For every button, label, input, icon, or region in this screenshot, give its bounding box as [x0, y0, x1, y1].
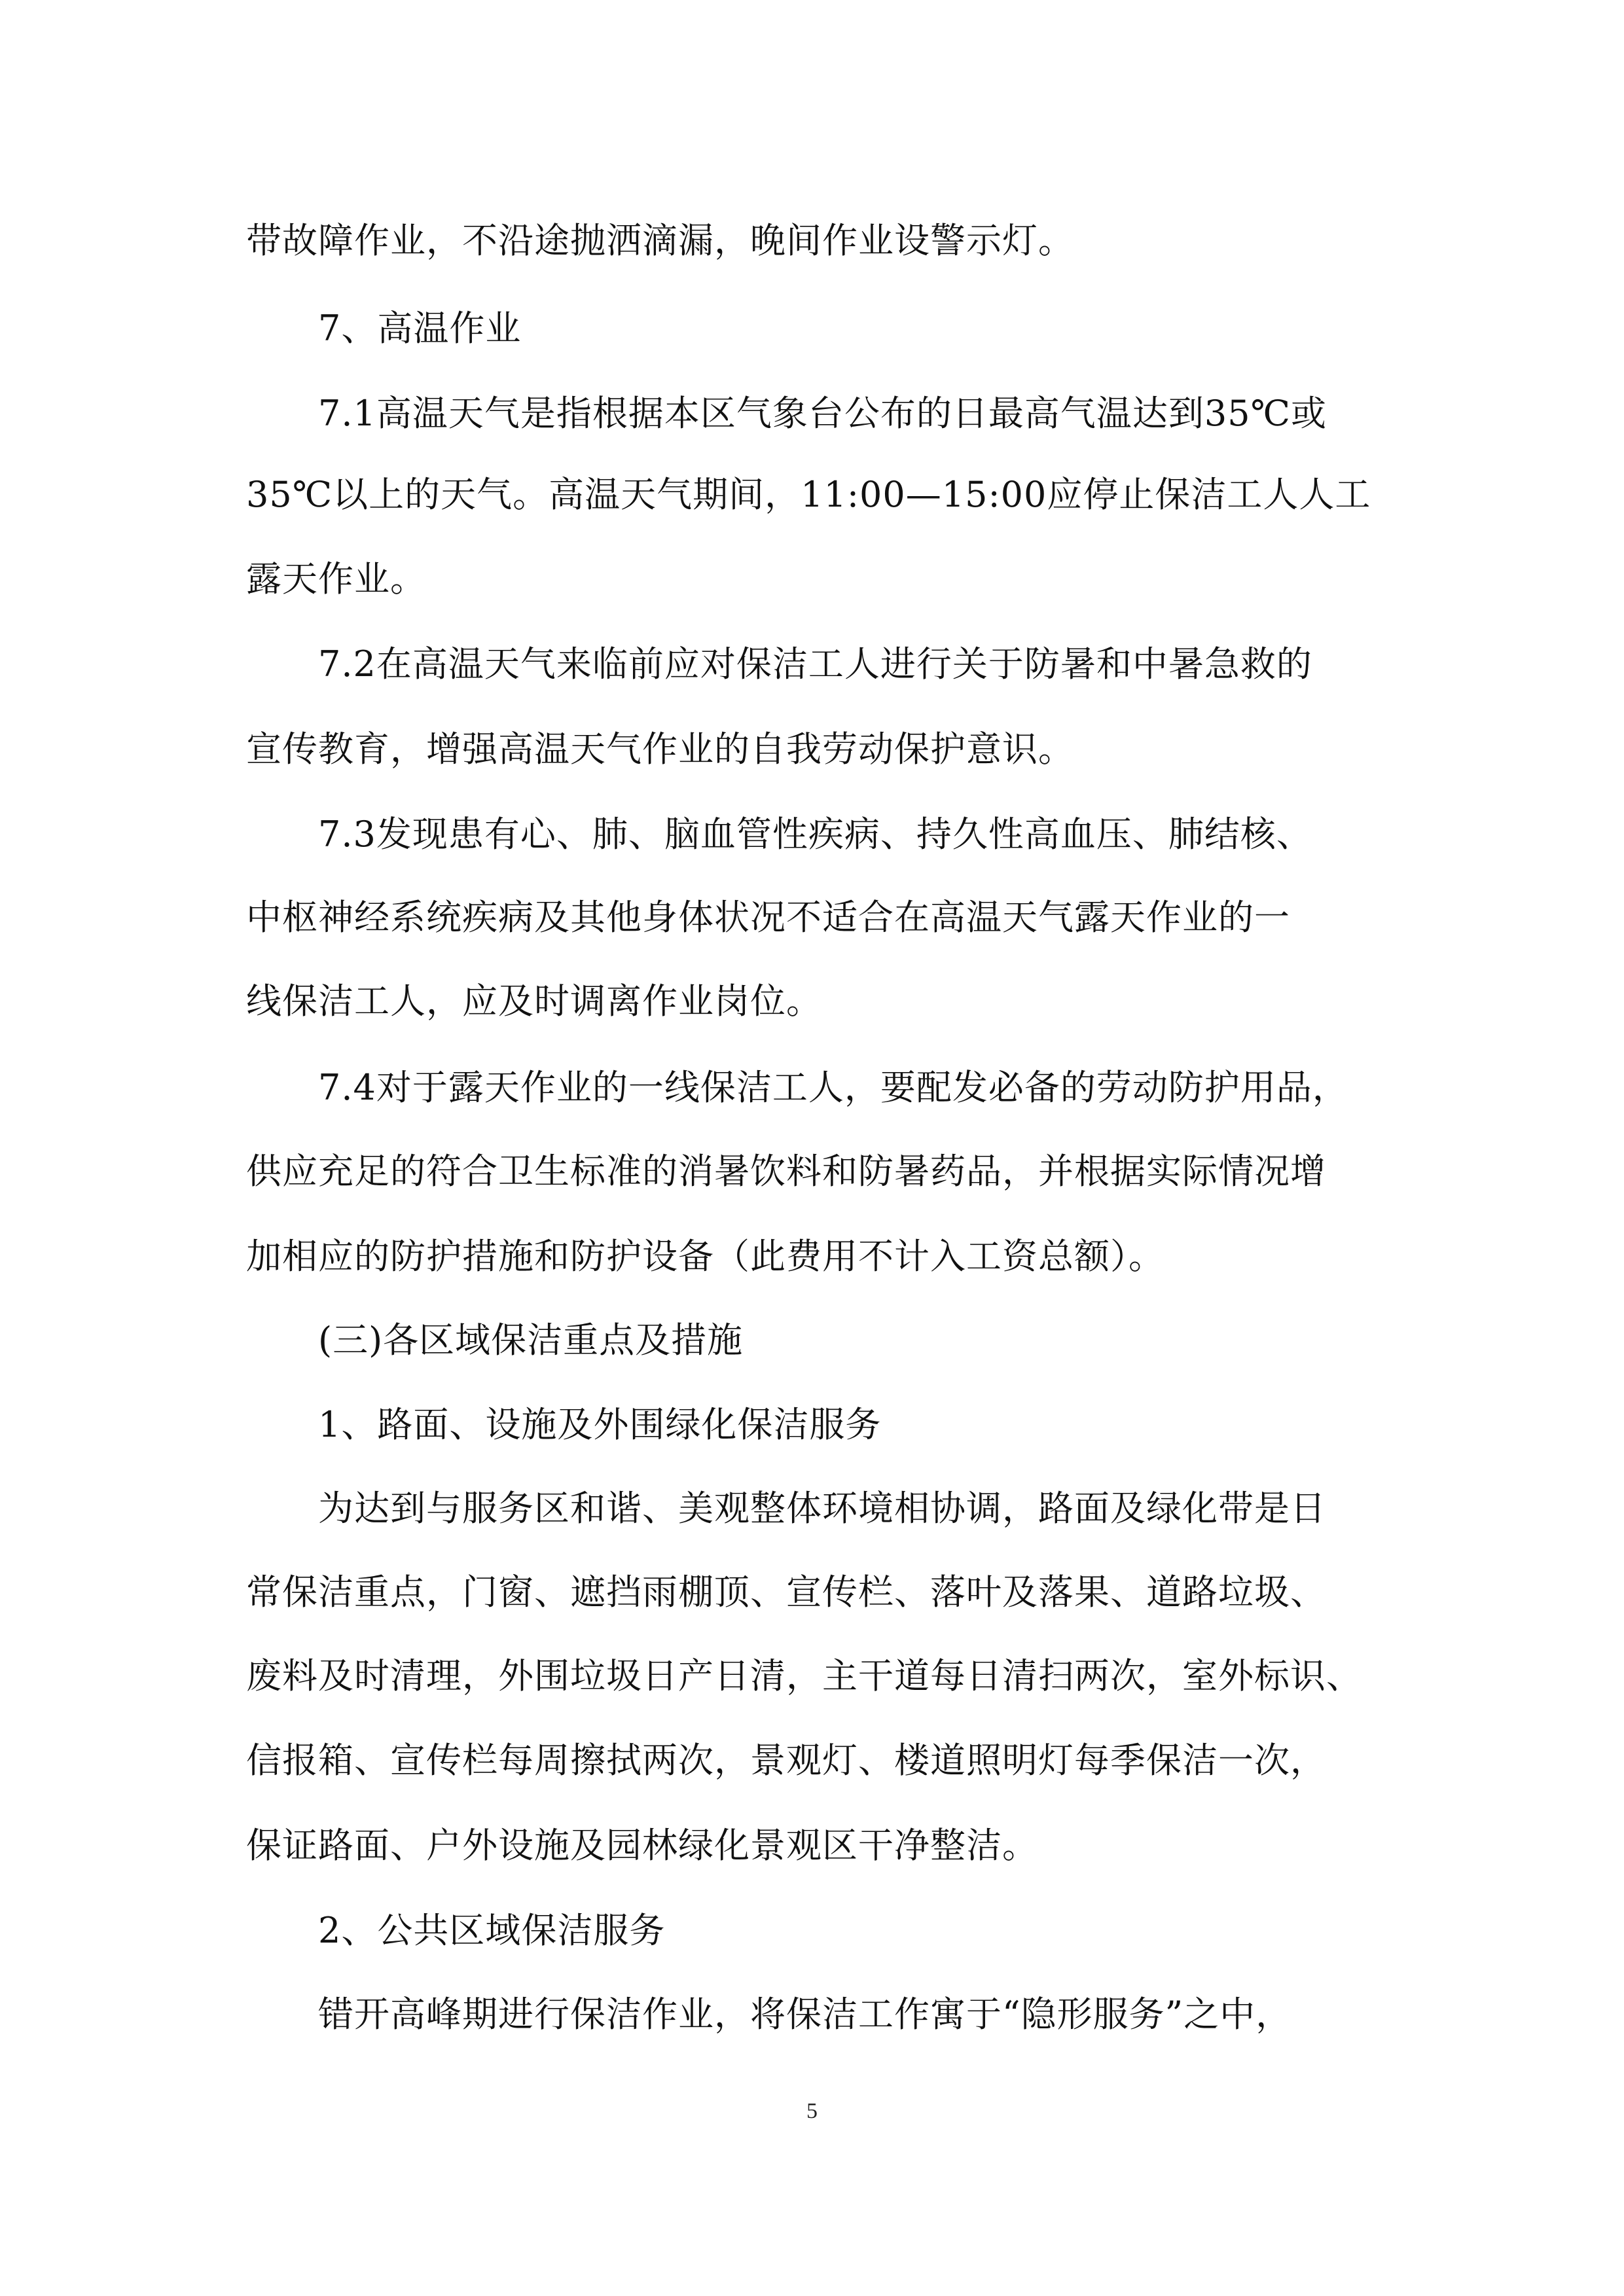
page-number: 5 — [806, 2099, 818, 2123]
section-heading-high-temp-work: 7、高温作业 — [318, 308, 522, 349]
text-line-road-2: 常保洁重点，门窗、遮挡雨棚顶、宣传栏、落叶及落果、道路垃圾、 — [246, 1571, 1326, 1613]
text-line-7-4-start: 7.4对于露天作业的一线保洁工人，要配发必备的劳动防护用品， — [318, 1067, 1348, 1108]
text-line-7-3-start: 7.3发现患有心、肺、脑血管性疾病、持久性高血压、肺结核、 — [318, 814, 1312, 855]
text-line-7-1-cont: 35℃以上的天气。高温天气期间，11:00—15:00应停止保洁工人人工 — [246, 474, 1371, 515]
text-line-7-2-start: 7.2在高温天气来临前应对保洁工人进行关于防暑和中暑急救的 — [318, 643, 1312, 685]
text-line-1: 带故障作业，不沿途抛洒滴漏，晚间作业设警示灯。 — [246, 220, 1074, 261]
text-line-7-4-cont: 供应充足的符合卫生标准的消暑饮料和防暑药品，并根据实际情况增 — [246, 1151, 1326, 1192]
text-line-7-4-end: 加相应的防护措施和防护设备（此费用不计入工资总额）。 — [246, 1236, 1164, 1277]
text-line-road-5: 保证路面、户外设施及园林绿化景观区干净整洁。 — [246, 1825, 1038, 1866]
text-line-road-1: 为达到与服务区和谐、美观整体环境相协调，路面及绿化带是日 — [318, 1488, 1326, 1529]
subsection-heading-public-area: 2、公共区域保洁服务 — [318, 1910, 666, 1951]
text-line-7-3-end: 线保洁工人，应及时调离作业岗位。 — [246, 980, 822, 1022]
text-line-public-1: 错开高峰期进行保洁作业，将保洁工作寓于“隐形服务”之中， — [318, 1994, 1292, 2035]
text-line-7-2-end: 宣传教育，增强高温天气作业的自我劳动保护意识。 — [246, 728, 1074, 770]
text-line-7-3-cont: 中枢神经系统疾病及其他身体状况不适合在高温天气露天作业的一 — [246, 897, 1290, 938]
text-line-7-1-start: 7.1高温天气是指根据本区气象台公布的日最高气温达到35℃或 — [318, 393, 1327, 434]
text-line-7-1-end: 露天作业。 — [246, 558, 426, 600]
text-line-road-4: 信报箱、宣传栏每周擦拭两次，景观灯、楼道照明灯每季保洁一次， — [246, 1740, 1326, 1781]
section-heading-area-cleaning: (三)各区域保洁重点及措施 — [318, 1319, 744, 1361]
subsection-heading-road-facilities: 1、路面、设施及外围绿化保洁服务 — [318, 1404, 882, 1445]
text-line-road-3: 废料及时清理，外围垃圾日产日清，主干道每日清扫两次，室外标识、 — [246, 1655, 1362, 1696]
